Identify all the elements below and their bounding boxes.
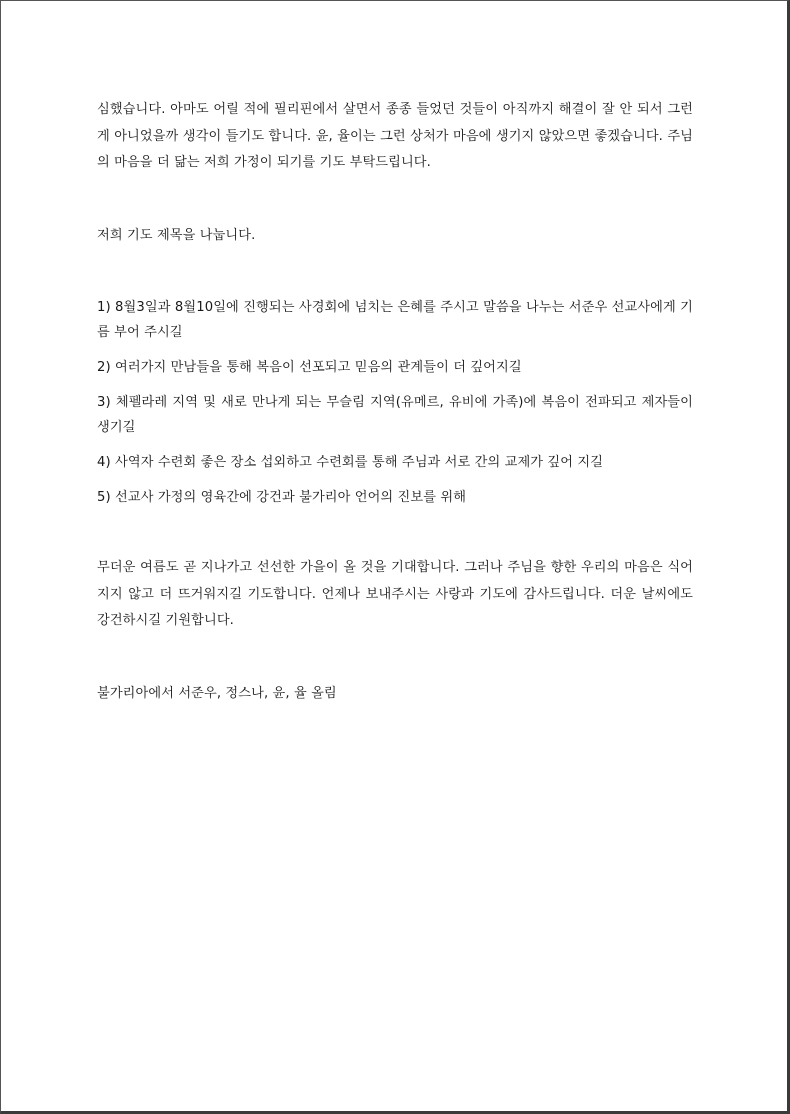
letter-body bbox=[97, 97, 693, 707]
paragraph-spacer bbox=[97, 249, 693, 295]
prayer-item-3: 3) 체펠라레 지역 및 새로 만나게 되는 무슬림 지역(유메르, 유비에 가족)에 복음이 전파되고 제자들이 생기길 bbox=[97, 395, 693, 435]
prayer-list bbox=[97, 295, 693, 510]
signature: 불가리아에서 서준우, 정스나, 윤, 율 올림 bbox=[97, 685, 337, 701]
paragraph-spacer bbox=[97, 635, 693, 681]
prayer-intro: 저희 기도 제목을 나눕니다. bbox=[97, 227, 256, 243]
closing-paragraph: 무더운 여름도 곧 지나가고 선선한 가을이 올 것을 기대합니다. 그러나 주님을 향한 우리의 마음은 식어지지 않고 더 뜨거워지길 기도합니다. 언제나 보내주시는 사랑과 기도에 감사드립니다. 더운 날씨에도 강건하시길 기원합니다. bbox=[97, 560, 693, 628]
prayer-item-1: 1) 8월3일과 8월10일에 진행되는 사경회에 넘치는 은혜를 주시고 말씀을 나누는 서준우 선교사에게 기름 부어 주시길 bbox=[97, 300, 693, 340]
prayer-item-2: 2) 여러가지 만남들을 통해 복음이 선포되고 믿음의 관계들이 더 깊어지길 bbox=[97, 360, 522, 375]
paragraph-spacer bbox=[97, 177, 693, 223]
paragraph-spacer bbox=[97, 520, 693, 555]
opening-paragraph: 심했습니다. 아마도 어릴 적에 필리핀에서 살면서 종종 들었던 것들이 아직까지 해결이 잘 안 되서 그런게 아니었을까 생각이 들기도 합니다. 윤, 율이는 그런 상처가 마음에 생기지 않았으면 좋겠습니다. 주님의 마음을 더 닮는 저희 가정이 되기를 기도 부탁드립니다. bbox=[97, 102, 693, 170]
prayer-item-4: 4) 사역자 수련회 좋은 장소 섭외하고 수련회를 통해 주님과 서로 간의 교제가 깊어 지길 bbox=[97, 455, 604, 470]
prayer-item-5: 5) 선교사 가정의 영육간에 강건과 불가리아 언어의 진보를 위해 bbox=[97, 490, 467, 505]
